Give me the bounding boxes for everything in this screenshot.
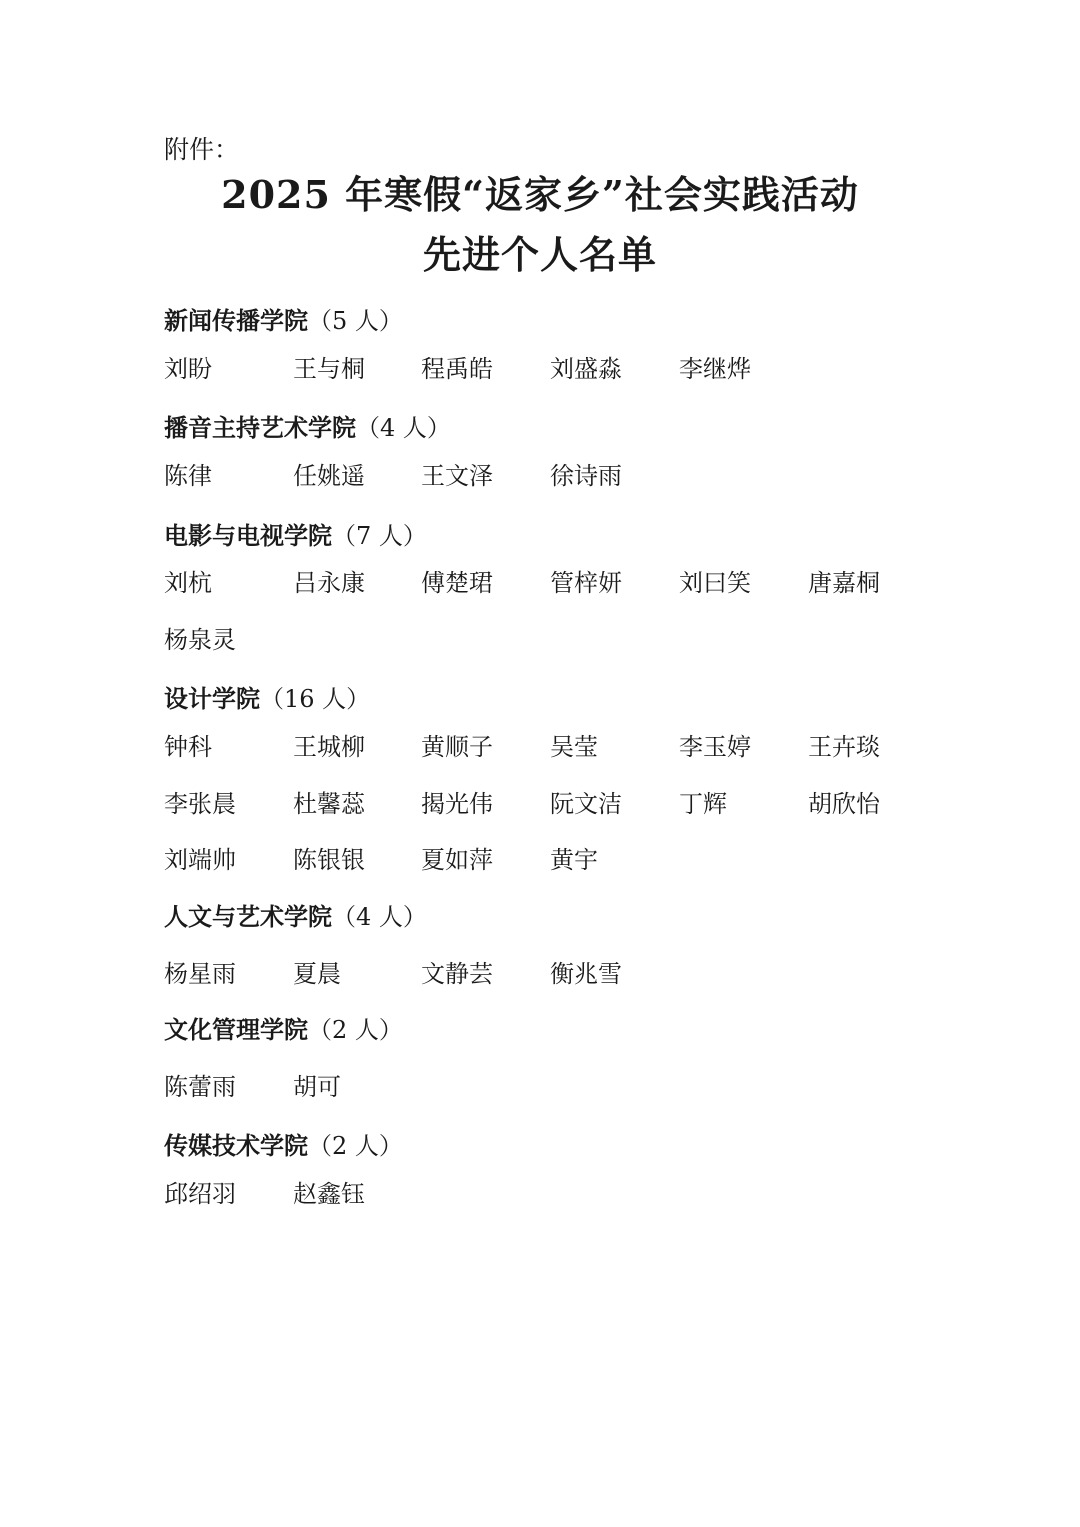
section-heading (164, 411, 451, 445)
person-name: 傅楚珺 (421, 569, 493, 597)
person-name: 程禹皓 (421, 355, 493, 383)
person-name: 夏晨 (293, 960, 341, 988)
person-name: 刘盛淼 (550, 355, 622, 383)
person-name: 王卉琰 (808, 733, 880, 761)
name-row (164, 352, 924, 386)
person-name: 胡可 (293, 1073, 341, 1101)
name-row (164, 1070, 924, 1104)
person-name: 胡欣怡 (808, 790, 880, 818)
person-name: 杨星雨 (164, 960, 236, 988)
name-row (164, 730, 924, 764)
section-count: （5 人） (308, 307, 403, 335)
name-row (164, 787, 924, 821)
section-heading (164, 900, 427, 934)
section-count: （16 人） (260, 685, 371, 713)
section-name: 新闻传播学院 (164, 306, 308, 335)
person-name: 刘端帅 (164, 846, 236, 874)
person-name: 刘曰笑 (679, 569, 751, 597)
section-count: （7 人） (332, 522, 427, 550)
attachment-label: 附件： (164, 135, 240, 164)
section-name: 人文与艺术学院 (164, 902, 332, 931)
person-name: 夏如萍 (421, 846, 493, 874)
person-name: 李玉婷 (679, 733, 751, 761)
section-count: （2 人） (308, 1016, 403, 1044)
section-count: （4 人） (332, 903, 427, 931)
person-name: 杜馨蕊 (293, 790, 365, 818)
person-name: 衡兆雪 (550, 960, 622, 988)
person-name: 刘杭 (164, 569, 212, 597)
person-name: 唐嘉桐 (808, 569, 880, 597)
person-name: 陈蕾雨 (164, 1073, 236, 1101)
person-name: 赵鑫钰 (293, 1180, 365, 1208)
name-row (164, 623, 924, 657)
person-name: 刘盼 (164, 355, 212, 383)
document-title-line1: 2025 年寒假“返家乡”社会实践活动 (221, 172, 859, 217)
person-name: 黄顺子 (421, 733, 493, 761)
person-name: 钟科 (164, 733, 212, 761)
person-name: 王与桐 (293, 355, 365, 383)
document-title-line2: 先进个人名单 (422, 232, 657, 277)
person-name: 揭光伟 (421, 790, 493, 818)
person-name: 吴莹 (550, 733, 598, 761)
person-name: 李继烨 (679, 355, 751, 383)
person-name: 文静芸 (421, 960, 493, 988)
section-heading (164, 1013, 403, 1047)
section-heading (164, 1129, 403, 1163)
name-row (164, 566, 924, 600)
section-name: 传媒技术学院 (164, 1131, 308, 1160)
name-row (164, 843, 924, 877)
section-heading (164, 304, 403, 338)
person-name: 管梓妍 (550, 569, 622, 597)
person-name: 阮文洁 (550, 790, 622, 818)
person-name: 陈银银 (293, 846, 365, 874)
section-count: （4 人） (356, 414, 451, 442)
section-name: 播音主持艺术学院 (164, 413, 356, 442)
person-name: 任姚遥 (293, 462, 365, 490)
section-heading (164, 519, 427, 553)
person-name: 杨泉灵 (164, 626, 236, 654)
section-name: 电影与电视学院 (164, 521, 332, 550)
person-name: 李张晨 (164, 790, 236, 818)
section-name: 设计学院 (164, 684, 260, 713)
section-heading (164, 682, 370, 716)
section-name: 文化管理学院 (164, 1015, 308, 1044)
person-name: 吕永康 (293, 569, 365, 597)
person-name: 陈律 (164, 462, 212, 490)
person-name: 丁辉 (679, 790, 727, 818)
person-name: 邱绍羽 (164, 1180, 236, 1208)
person-name: 黄宇 (550, 846, 598, 874)
person-name: 王文泽 (421, 462, 493, 490)
name-row (164, 957, 924, 991)
name-row (164, 1177, 924, 1211)
person-name: 徐诗雨 (550, 462, 622, 490)
person-name: 王城柳 (293, 733, 365, 761)
section-count: （2 人） (308, 1132, 403, 1160)
name-row (164, 459, 924, 493)
